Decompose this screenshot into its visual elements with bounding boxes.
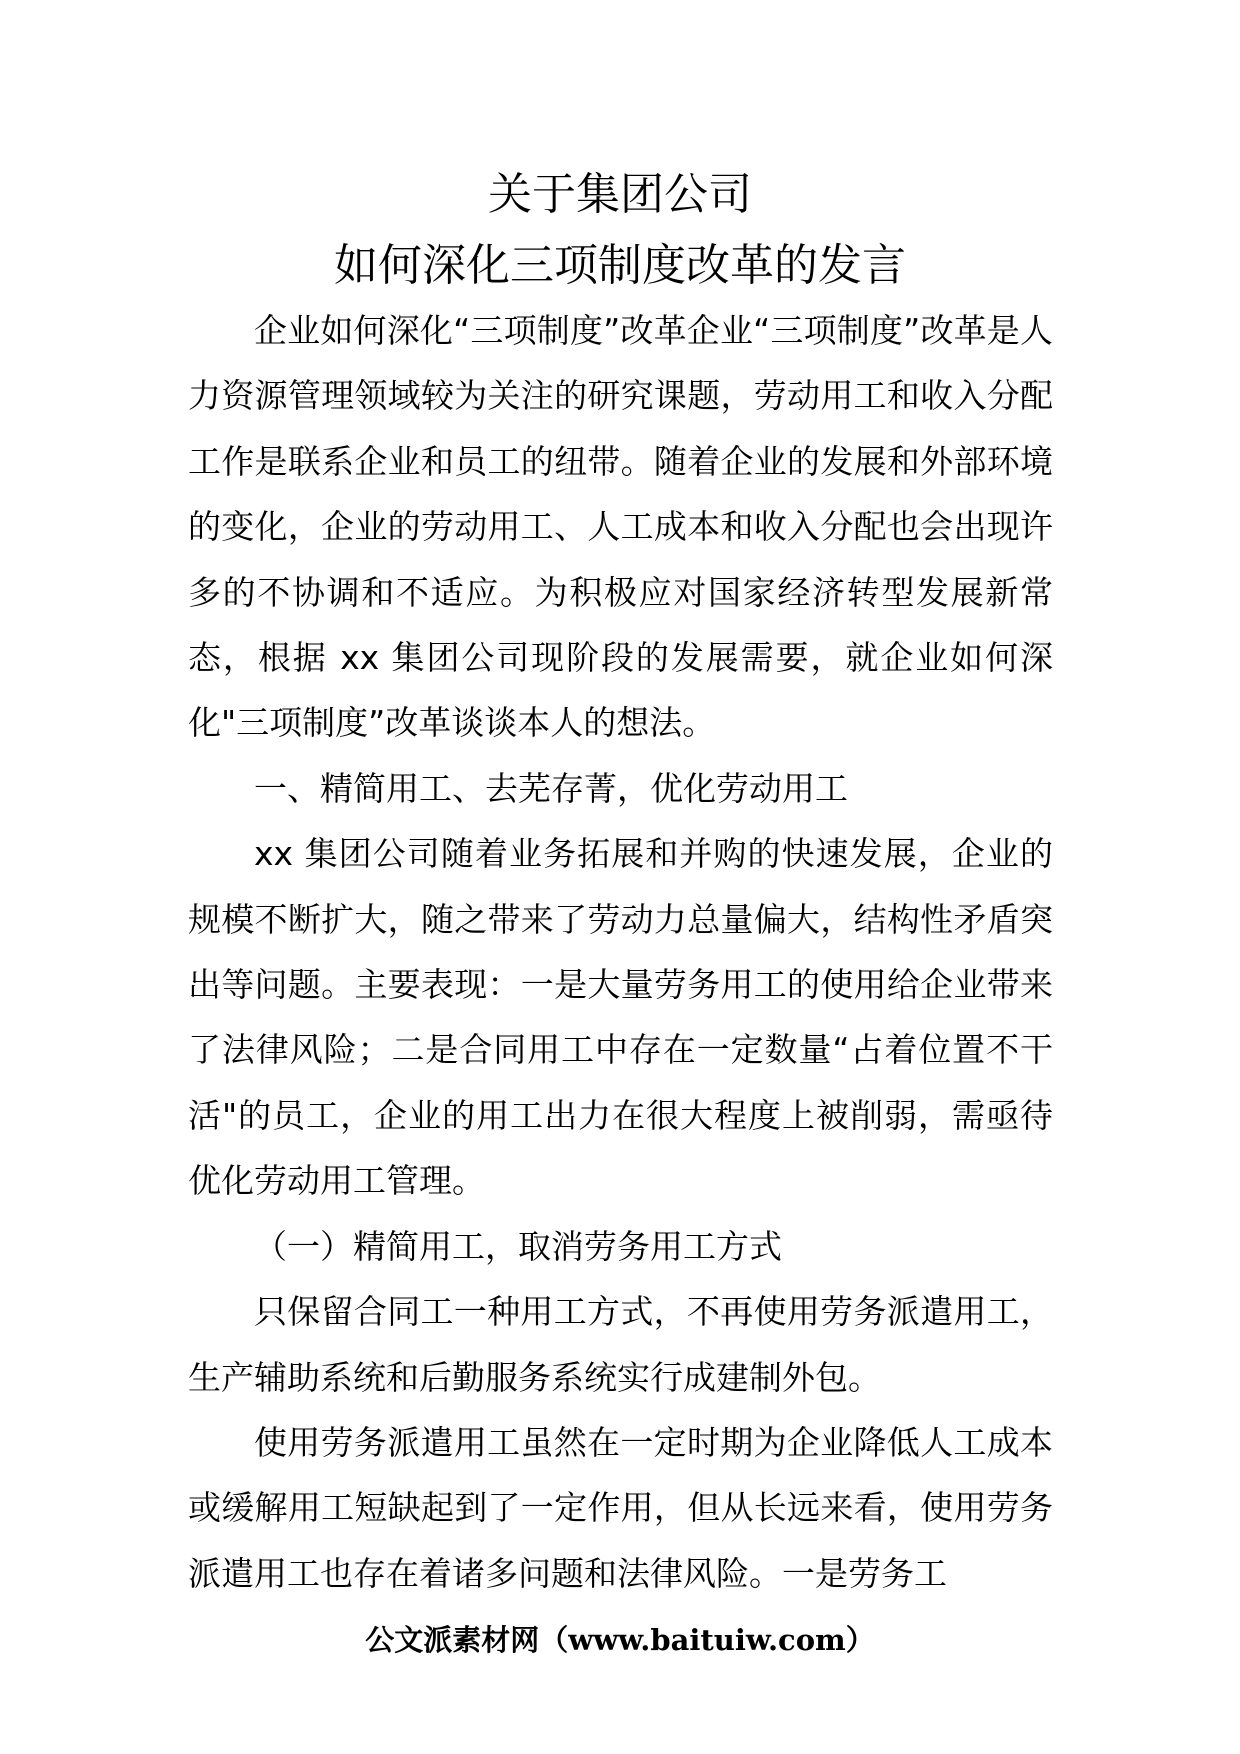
document-title-line-2: 如何深化三项制度改革的发言	[334, 240, 906, 291]
document-title-line-1: 关于集团公司	[488, 169, 752, 220]
document-body	[188, 298, 1053, 1606]
paragraph-labor-dispatch: 使用劳务派遣用工虽然在一定时期为企业降低人工成本或缓解用工短缺起到了一定作用，但从长远来看，使用劳务派遣用工也存在着诸多问题和法律风险。一是劳务工	[188, 1422, 1053, 1593]
paragraph-intro: 企业如何深化“三项制度”改革企业“三项制度”改革是人力资源管理领域较为关注的研究课题，劳动用工和收入分配工作是联系企业和员工的纽带。随着企业的发展和外部环境的变化，企业的劳动用工、人工成本和收入分配也会出现许多的不协调和不适应。为积极应对国家经济转型发展新常态，根据 xx 集团公司现阶段的发展需要，就企业如何深化"三项制度”改革谈谈本人的想法。	[188, 311, 1053, 743]
section-heading-1: 一、精简用工、去芜存菁，优化劳动用工	[254, 768, 848, 808]
footer-watermark: 公文派素材网（www.baituiw.com）	[365, 1623, 875, 1657]
paragraph-subsection-1: 只保留合同工一种用工方式，不再使用劳务派遣用工，生产辅助系统和后勤服务系统实行成建制外包。	[188, 1292, 1053, 1397]
paragraph-section-1: xx 集团公司随着业务拓展和并购的快速发展，企业的规模不断扩大，随之带来了劳动力总量偏大，结构性矛盾突出等问题。主要表现：一是大量劳务用工的使用给企业带来了法律风险；二是合同用工中存在一定数量“占着位置不干活"的员工，企业的用工出力在很大程度上被削弱，需亟待优化劳动用工管理。	[188, 834, 1053, 1201]
subsection-heading-1: （一）精简用工，取消劳务用工方式	[254, 1226, 782, 1266]
